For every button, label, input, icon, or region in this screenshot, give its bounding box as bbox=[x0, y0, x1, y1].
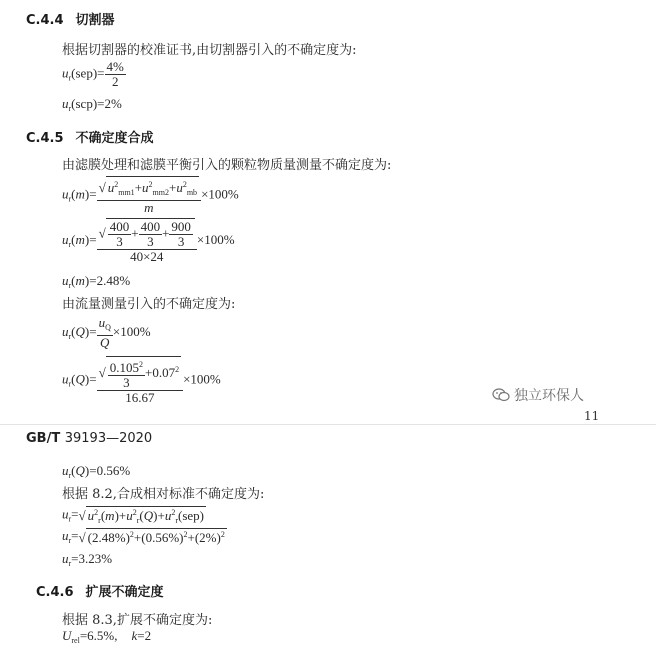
section-title: 不确定度合成 bbox=[75, 131, 154, 146]
denominator: 16.67 bbox=[125, 390, 155, 405]
equation-scp bbox=[62, 96, 122, 113]
paren: ) bbox=[84, 231, 90, 247]
numerator bbox=[97, 356, 183, 391]
paren: ) bbox=[84, 323, 90, 339]
sub-r: r bbox=[68, 514, 72, 524]
paren: ) bbox=[153, 508, 158, 523]
fraction bbox=[105, 60, 126, 89]
var-u: u bbox=[62, 96, 69, 111]
sup: 2 bbox=[114, 180, 119, 189]
sup: 2 bbox=[183, 530, 188, 540]
denominator: 3 bbox=[147, 234, 154, 249]
var-u: u bbox=[62, 323, 69, 339]
denominator: 40×24 bbox=[130, 249, 164, 264]
paren: ( bbox=[71, 323, 76, 339]
equals: = bbox=[89, 371, 97, 387]
var-q: Q bbox=[100, 335, 110, 350]
sup: 2 bbox=[138, 360, 143, 369]
var-u: u bbox=[176, 180, 183, 195]
paren: ( bbox=[71, 231, 76, 247]
watermark bbox=[492, 385, 584, 405]
sub: mm2 bbox=[152, 188, 169, 197]
equals: = bbox=[89, 323, 97, 339]
sub-r: r bbox=[68, 379, 72, 389]
var-u: u bbox=[62, 463, 69, 478]
page-divider bbox=[0, 424, 656, 425]
numerator bbox=[108, 358, 145, 376]
equation-sep bbox=[62, 60, 126, 89]
sub-r: r bbox=[68, 239, 72, 249]
sup: 2 bbox=[129, 530, 134, 540]
denominator: 3 bbox=[123, 375, 130, 390]
sup: 2 bbox=[148, 180, 153, 189]
paren: ) bbox=[84, 371, 90, 387]
plus: + bbox=[134, 180, 143, 195]
equals: = bbox=[97, 65, 105, 81]
fraction bbox=[97, 218, 197, 264]
denominator: 3 bbox=[116, 234, 123, 249]
sup: 2 bbox=[94, 508, 99, 517]
paragraph-c46: 根据 8.3,扩展不确定度为: bbox=[62, 613, 213, 628]
arg: (sep) bbox=[71, 65, 98, 81]
standard-code: GB/T bbox=[26, 431, 61, 446]
var-q: Q bbox=[143, 508, 154, 523]
section-title: 切割器 bbox=[75, 13, 115, 28]
numerator bbox=[97, 218, 197, 250]
equation-combined-result bbox=[62, 551, 112, 568]
paren: ) bbox=[84, 463, 90, 478]
var-u: u bbox=[62, 231, 69, 247]
plus: + bbox=[131, 225, 139, 241]
equation-flow-result bbox=[62, 463, 130, 480]
standard-number: 39193—2020 bbox=[64, 431, 153, 446]
value: 0.105 bbox=[109, 360, 139, 375]
page-number: 11 bbox=[584, 409, 600, 423]
var-u: u bbox=[62, 371, 69, 387]
paragraph-c45-flow: 由流量测量引入的不确定度为: bbox=[62, 297, 236, 312]
denominator bbox=[97, 201, 201, 215]
plus: + bbox=[133, 530, 142, 546]
sub: r bbox=[175, 516, 179, 525]
denominator: 3 bbox=[177, 234, 185, 249]
var-u: u bbox=[62, 506, 69, 522]
rhs: =2.48% bbox=[89, 273, 131, 288]
times-100: ×100% bbox=[196, 231, 235, 247]
sqrt: √ $\frac{0.105^2}{3}$ $+0.07^2$ bbox=[99, 356, 181, 390]
sub-r: r bbox=[68, 194, 72, 204]
var-u: u bbox=[142, 180, 149, 195]
var-q: Q bbox=[75, 371, 85, 387]
var-m: m bbox=[105, 508, 115, 523]
paren: ) bbox=[84, 186, 90, 202]
sup: 2 bbox=[220, 530, 225, 540]
paren: ) bbox=[84, 273, 90, 288]
times-100: ×100% bbox=[201, 186, 239, 202]
paragraph-c45-mass: 由滤膜处理和滤膜平衡引入的颗粒物质量测量不确定度为: bbox=[62, 158, 392, 173]
paragraph-c44: 根据切割器的校准证书,由切割器引入的不确定度为: bbox=[62, 43, 357, 58]
equation-mass-formula bbox=[62, 176, 239, 215]
var-u: u bbox=[62, 551, 69, 566]
inner-fraction bbox=[139, 220, 163, 249]
paren: ( bbox=[71, 186, 76, 202]
equals: = bbox=[71, 528, 79, 543]
paren: ( bbox=[71, 273, 76, 288]
var-u: u bbox=[62, 273, 69, 288]
numerator: 400 bbox=[140, 219, 161, 234]
plus: + bbox=[162, 225, 170, 241]
numerator: 900 bbox=[171, 219, 191, 234]
paren: ( bbox=[71, 463, 76, 478]
sub-r: r bbox=[68, 73, 72, 83]
sub: mm1 bbox=[118, 188, 135, 197]
var-u: u bbox=[62, 65, 69, 81]
var-u: u bbox=[62, 528, 69, 543]
sub-q: Q bbox=[105, 323, 111, 332]
var-q: Q bbox=[75, 463, 85, 478]
var-k: k bbox=[131, 628, 138, 643]
section-heading-c44 bbox=[26, 9, 115, 28]
radicand bbox=[106, 356, 181, 390]
inner-fraction bbox=[108, 358, 145, 390]
equation-expanded bbox=[62, 628, 151, 645]
var-q: Q bbox=[75, 323, 85, 339]
var-m: m bbox=[75, 231, 85, 247]
denominator bbox=[97, 336, 113, 350]
rhs: =2% bbox=[97, 96, 122, 111]
var-u: u bbox=[126, 508, 133, 523]
plus: + bbox=[144, 364, 153, 380]
section-heading-c46 bbox=[36, 581, 164, 600]
radicand bbox=[86, 528, 227, 546]
equals: = bbox=[71, 506, 79, 522]
value: (0.56%) bbox=[141, 530, 184, 546]
numerator: 4% bbox=[106, 59, 124, 74]
value: (2%) bbox=[194, 530, 221, 546]
plus: + bbox=[187, 530, 195, 546]
section-number: C.4.5 bbox=[26, 131, 64, 146]
radicand bbox=[106, 176, 199, 200]
inner-fraction bbox=[108, 220, 132, 249]
inner-fraction bbox=[169, 220, 193, 249]
var-m: m bbox=[75, 186, 85, 202]
equation-mass-values bbox=[62, 218, 235, 264]
k-value: =2 bbox=[137, 628, 152, 643]
sub: r bbox=[136, 516, 140, 525]
var-u: u bbox=[87, 508, 95, 523]
var-m: m bbox=[144, 200, 154, 215]
var-u: u bbox=[98, 315, 106, 330]
times-100: ×100% bbox=[112, 323, 151, 339]
wechat-icon bbox=[492, 388, 510, 402]
sub-r: r bbox=[68, 104, 72, 113]
rhs: =3.23% bbox=[71, 551, 113, 566]
paren: ( bbox=[139, 508, 144, 523]
sub-r: r bbox=[68, 471, 72, 480]
sub: mb bbox=[186, 188, 198, 197]
page-header-standard bbox=[26, 431, 152, 446]
sub-r: r bbox=[68, 331, 72, 341]
numerator bbox=[97, 316, 113, 336]
sqrt: √ $u^2_{mm1}+u^2_{mm2}+u^2_{mb}$ bbox=[99, 176, 199, 200]
rhs: =0.56% bbox=[89, 463, 131, 478]
fraction bbox=[97, 176, 201, 215]
var-u: u bbox=[164, 508, 172, 523]
sub-r: r bbox=[68, 536, 72, 545]
numerator bbox=[97, 176, 201, 201]
arg: (sep) bbox=[178, 508, 205, 523]
section-number: C.4.6 bbox=[36, 585, 74, 600]
plus: + bbox=[118, 508, 127, 523]
sqrt: √ $u^2_r(m)+u^2_r(Q)+u^2_r(sep)$ bbox=[78, 508, 205, 525]
paren: ( bbox=[71, 371, 76, 387]
value: (2.48%) bbox=[87, 530, 130, 546]
sub: r bbox=[98, 516, 101, 525]
paren: ( bbox=[100, 508, 106, 523]
section-heading-c45 bbox=[26, 127, 154, 146]
equals: = bbox=[89, 231, 97, 247]
denominator: 2 bbox=[111, 74, 119, 89]
equation-combined-values bbox=[62, 528, 227, 546]
sub-rel: rel bbox=[71, 636, 80, 645]
var-u: u bbox=[62, 186, 69, 202]
var-u: u bbox=[107, 180, 115, 195]
section-title: 扩展不确定度 bbox=[85, 585, 164, 600]
sub-r: r bbox=[68, 281, 72, 290]
paren: ) bbox=[114, 508, 119, 523]
fraction bbox=[97, 316, 113, 350]
fraction bbox=[97, 356, 183, 405]
plus: + bbox=[168, 180, 177, 195]
sqrt: √ $\frac{400}{3}$ + $\frac{400}{3}$ + $\frac{900}{3}$ bbox=[99, 218, 195, 249]
numerator: 400 bbox=[109, 219, 130, 234]
var-U: U bbox=[62, 628, 72, 643]
radicand bbox=[106, 218, 195, 249]
section-number: C.4.4 bbox=[26, 13, 64, 28]
sqrt: √ $(2.48\%)^2+(0.56\%)^2+(2\%)^2$ bbox=[78, 530, 225, 546]
sub-r: r bbox=[68, 559, 72, 568]
equation-mass-result bbox=[62, 273, 130, 290]
sup: 2 bbox=[182, 180, 187, 189]
equation-flow-values bbox=[62, 356, 221, 405]
times-100: ×100% bbox=[183, 371, 221, 387]
sup: 2 bbox=[175, 364, 180, 374]
equals: = bbox=[89, 186, 97, 202]
value: 0.07 bbox=[152, 364, 176, 380]
equation-combined-formula bbox=[62, 506, 206, 525]
rhs: =6.5%, bbox=[79, 628, 118, 643]
sup: 2 bbox=[171, 508, 176, 517]
arg: (scp) bbox=[71, 96, 98, 111]
watermark-text: 独立环保人 bbox=[514, 388, 584, 404]
plus: + bbox=[157, 508, 165, 523]
radicand bbox=[86, 506, 206, 525]
var-m: m bbox=[75, 273, 85, 288]
equation-flow-formula bbox=[62, 316, 151, 350]
sup: 2 bbox=[132, 508, 137, 517]
paragraph-combined: 根据 8.2,合成相对标准不确定度为: bbox=[62, 487, 265, 502]
